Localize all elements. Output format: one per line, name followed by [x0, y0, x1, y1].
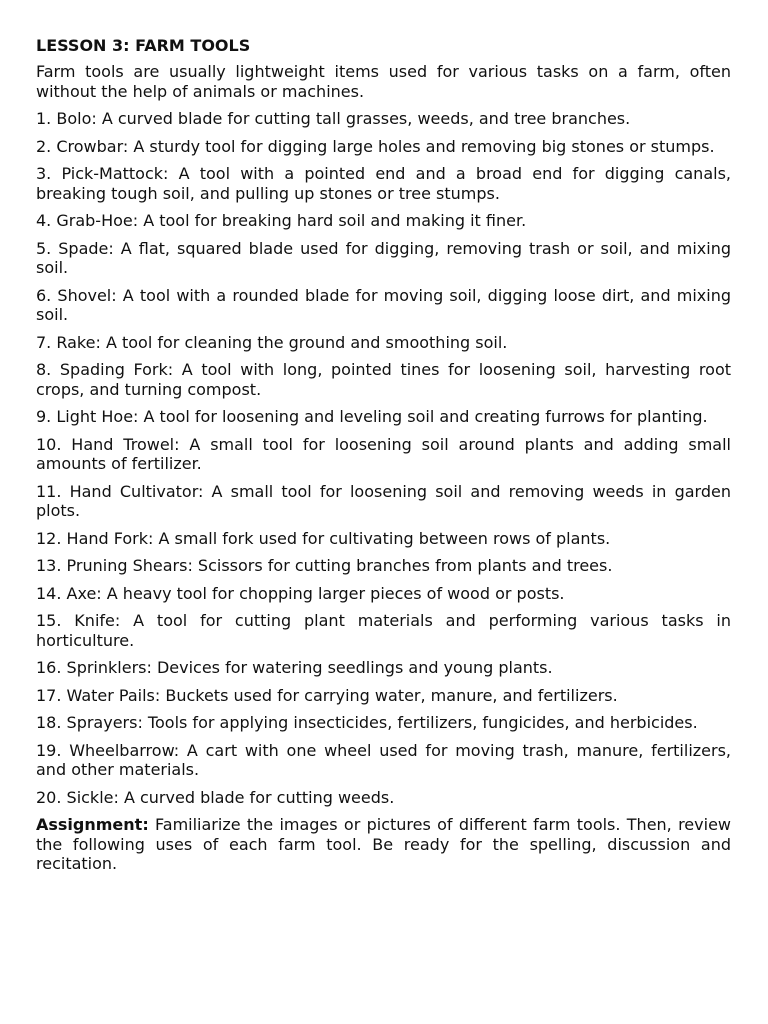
list-item-hand-trowel: 10. Hand Trowel: A small tool for loosening soil around plants and adding small amounts of fertilizer. [36, 434, 731, 473]
list-item-wheelbarrow: 19. Wheelbarrow: A cart with one wheel used for moving trash, manure, fertilizers, and other materials. [36, 740, 731, 779]
list-item-grab-hoe: 4. Grab-Hoe: A tool for breaking hard soil and making it finer. [36, 211, 527, 230]
list-item-knife: 15. Knife: A tool for cutting plant materials and performing various tasks in horticulture. [36, 611, 731, 650]
list-item-spade: 5. Spade: A flat, squared blade used for digging, removing trash or soil, and mixing soil. [36, 238, 731, 277]
list-item-axe: 14. Axe: A heavy tool for chopping larger pieces of wood or posts. [36, 583, 565, 603]
list-item-sprayers: 18. Sprayers: Tools for applying insecticides, fertilizers, fungicides, and herbicides. [36, 713, 698, 732]
list-item-rake: 7. Rake: A tool for cleaning the ground and smoothing soil. [36, 332, 508, 352]
list-item-shovel: 6. Shovel: A tool with a rounded blade for moving soil, digging loose dirt, and mixing soil. [36, 285, 731, 324]
assignment-label: Assignment: [36, 815, 149, 834]
list-item-sickle: 20. Sickle: A curved blade for cutting weeds. [36, 787, 395, 807]
farm-tools-list [36, 109, 731, 807]
list-item-pruning-shears: 13. Pruning Shears: Scissors for cutting branches from plants and trees. [36, 556, 613, 575]
lesson-title: LESSON 3: FARM TOOLS [36, 36, 251, 55]
lesson-intro: Farm tools are usually lightweight items used for various tasks on a farm, often without the help of animals or machines. [36, 62, 731, 101]
list-item-hand-cultivator: 11. Hand Cultivator: A small tool for loosening soil and removing weeds in garden plots. [36, 481, 731, 520]
list-item-light-hoe: 9. Light Hoe: A tool for loosening and leveling soil and creating furrows for planting. [36, 407, 708, 426]
assignment-paragraph [36, 815, 731, 874]
list-item-bolo: 1. Bolo: A curved blade for cutting tall grasses, weeds, and tree branches. [36, 109, 631, 128]
list-item-hand-fork: 12. Hand Fork: A small fork used for cultivating between rows of plants. [36, 528, 611, 548]
list-item-spading-fork: 8. Spading Fork: A tool with long, pointed tines for loosening soil, harvesting root crops, and turning compost. [36, 360, 731, 399]
list-item-crowbar: 2. Crowbar: A sturdy tool for digging large holes and removing big stones or stumps. [36, 136, 715, 156]
list-item-pick-mattock: 3. Pick-Mattock: A tool with a pointed end and a broad end for digging canals, breaking tough soil, and pulling up stones or tree stumps. [36, 164, 731, 203]
list-item-water-pails: 17. Water Pails: Buckets used for carrying water, manure, and fertilizers. [36, 685, 618, 705]
list-item-sprinklers: 16. Sprinklers: Devices for watering seedlings and young plants. [36, 658, 553, 677]
assignment-text: Familiarize the images or pictures of different farm tools. Then, review the following uses of each farm tool. Be ready for the spelling, discussion and recitation. [36, 815, 731, 873]
